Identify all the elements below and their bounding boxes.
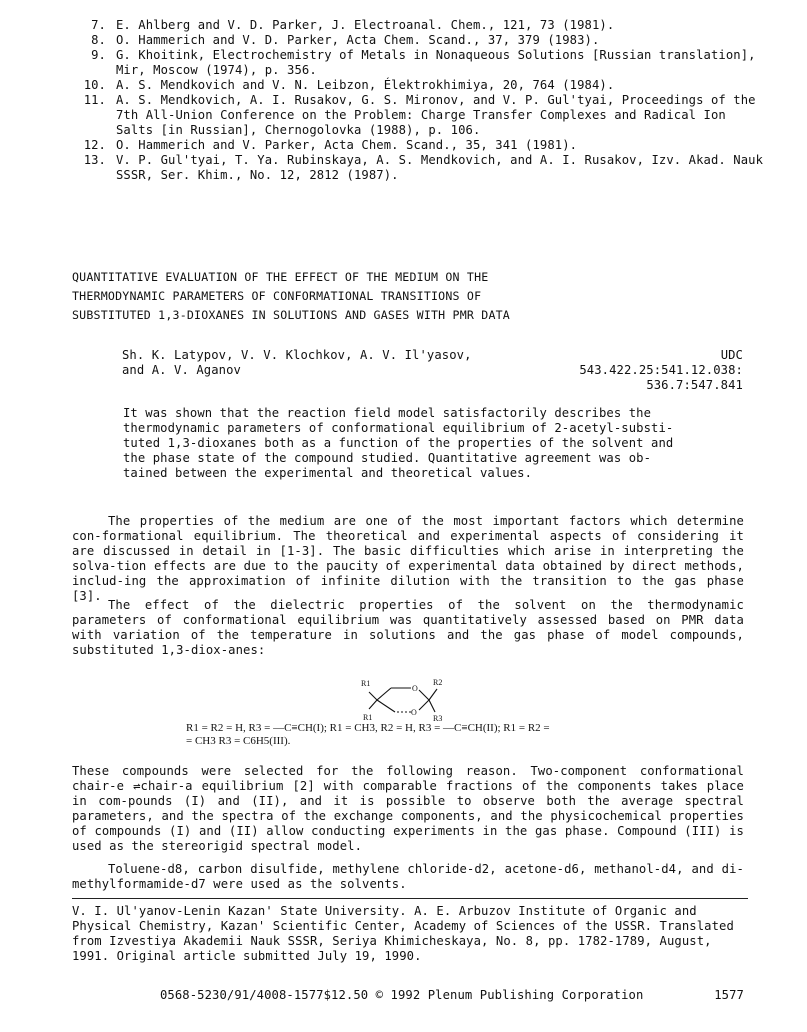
article-title — [72, 268, 632, 325]
reference-item — [78, 18, 768, 33]
title-line: SUBSTITUTED 1,3-DIOXANES IN SOLUTIONS AND GASES WITH PMR DATA — [72, 308, 510, 322]
author-line: Sh. K. Latypov, V. V. Klochkov, A. V. Il'yasov, — [122, 348, 472, 362]
ring-bond — [377, 688, 391, 700]
label-o-top: O — [412, 684, 418, 693]
reference-item — [78, 33, 768, 48]
abstract — [123, 406, 683, 481]
reference-number: 9. — [91, 48, 106, 62]
reference-text: V. P. Gul'tyai, T. Ya. Rubinskaya, A. S. Mendkovich, and A. I. Rusakov, Izv. Akad. Nauk SSSR, Ser. Khim., No. 12, 2812 (1987). — [116, 153, 771, 182]
substituent-bond — [429, 700, 435, 712]
body-paragraph — [72, 598, 744, 658]
copyright-line: 0568-5230/91/4008-1577$12.50 © 1992 Plenum Publishing Corporation — [160, 988, 644, 1002]
reference-text: O. Hammerich and V. Parker, Acta Chem. Scand., 35, 341 (1981). — [116, 138, 578, 152]
substituent-definitions — [186, 722, 656, 748]
author-line: and A. V. Aganov — [122, 363, 241, 377]
footnote-divider — [72, 898, 748, 899]
author-list — [122, 348, 482, 378]
paragraph-text: Toluene-d8, carbon disulfide, methylene chloride-d2, acetone-d6, methanol-d4, and di-methylformamide-d7 were used as the solvents. — [72, 862, 744, 891]
page-number: 1577 — [714, 988, 744, 1002]
title-line: THERMODYNAMIC PARAMETERS OF CONFORMATIONAL TRANSITIONS OF — [72, 289, 482, 303]
reference-number: 12. — [83, 138, 106, 152]
reference-item — [78, 78, 768, 93]
affiliation-footnote — [72, 904, 748, 964]
label-r3: R3 — [433, 714, 443, 723]
label-r2: R2 — [433, 678, 443, 687]
reference-text: O. Hammerich and V. D. Parker, Acta Chem. Scand., 37, 379 (1983). — [116, 33, 600, 47]
label-o-bottom: O — [411, 708, 417, 717]
label-r1-top: R1 — [361, 679, 371, 688]
reference-item — [78, 153, 771, 183]
reference-item — [78, 138, 768, 153]
reference-text: E. Ahlberg and V. D. Parker, J. Electroanal. Chem., 121, 73 (1981). — [116, 18, 615, 32]
formula-line: R1 = R2 = H, R3 = —C≡CH(I); R1 = CH3, R2 = H, R3 = —C≡CH(II); R1 = R2 = — [186, 722, 550, 734]
substituent-bond — [369, 692, 377, 700]
reference-text: A. S. Mendkovich and V. N. Leibzon, Élektrokhimiya, 20, 764 (1984). — [116, 78, 615, 92]
body-paragraph — [72, 862, 744, 892]
dioxane-structure-diagram — [355, 676, 465, 726]
reference-list — [78, 18, 771, 183]
reference-number: 13. — [83, 153, 106, 167]
title-line: QUANTITATIVE EVALUATION OF THE EFFECT OF THE MEDIUM ON THE — [72, 270, 489, 284]
reference-number: 8. — [91, 33, 106, 47]
udc-line: 536.7:547.841 — [646, 378, 743, 392]
udc-line: UDC 543.422.25:541.12.038: — [579, 348, 743, 377]
reference-text: A. S. Mendkovich, A. I. Rusakov, G. S. Mironov, and V. P. Gul'tyai, Proceedings of the 7th All-Union Conference on the Problem: Charge Transfer Complexes and Radical Ion Salts [in Russian], Chernogolovka (1988), p. 106. — [116, 93, 764, 137]
reference-item — [78, 93, 768, 138]
formula-line: = CH3 R3 = C6H5(III). — [186, 735, 291, 747]
substituent-bond — [429, 689, 437, 700]
reference-text: G. Khoitink, Electrochemistry of Metals in Nonaqueous Solutions [Russian translation], Mir, Moscow (1974), p. 356. — [116, 48, 764, 77]
reference-item — [78, 48, 768, 78]
substituent-bond — [369, 700, 377, 709]
paragraph-text: These compounds were selected for the following reason. Two-component conformational chair-e ⇌chair-a equilibrium [2] with comparable fractions of the components takes place in com-pounds (I) and (II), and it is possible to observe both the average spectral parameters, and the spectra of the exchange components, and the physicochemical properties of compounds (I) and (II) allow conducting experiments in the gas phase. Compound (III) is used as the stereorigid spectral model. — [72, 764, 744, 853]
reference-number: 11. — [83, 93, 106, 107]
ring-bond — [419, 700, 429, 710]
reference-number: 10. — [83, 78, 106, 92]
footnote-text: V. I. Ul'yanov-Lenin Kazan' State University. A. E. Arbuzov Institute of Organic and Physical Chemistry, Kazan' Scientific Center, Academy of Sciences of the USSR. Translated from Izvestiya Akademii Nauk SSSR, Seriya Khimicheskaya, No. 8, pp. 1782-1789, August, 1991. Original article submitted July 19, 1990. — [72, 904, 734, 963]
body-paragraph — [72, 764, 744, 854]
ring-bond — [419, 690, 429, 700]
body-paragraph — [72, 514, 744, 604]
reference-number: 7. — [91, 18, 106, 32]
abstract-text: It was shown that the reaction field model satisfactorily describes the thermodynamic parameters of conformational equilibrium of 2-acetyl-substi-tuted 1,3-dioxanes both as a function of the properties of the solvent and the phase state of the compound studied. Quantitative agreement was ob-tained between the experimental and theoretical values. — [123, 406, 674, 480]
udc-code — [553, 348, 743, 393]
ring-bond — [377, 700, 395, 712]
paragraph-text: The effect of the dielectric properties of the solvent on the thermodynamic parameters of conformational equilibrium was quantitatively assessed based on PMR data with variation of the temperature in solutions and the gas phase of model compounds, substituted 1,3-diox-anes: — [72, 598, 744, 657]
paragraph-text: The properties of the medium are one of the most important factors which determine con-formational equilibrium. The theoretical and experimental aspects of considering it are discussed in detail in [1-3]. The basic difficulties which arise in interpreting the solva-tion effects are due to the paucity of experimental data obtained by direct methods, includ-ing the approximation of infinite dilution with the transition to the gas phase [3]. — [72, 514, 744, 603]
label-r1-bottom: R1 — [363, 713, 373, 722]
